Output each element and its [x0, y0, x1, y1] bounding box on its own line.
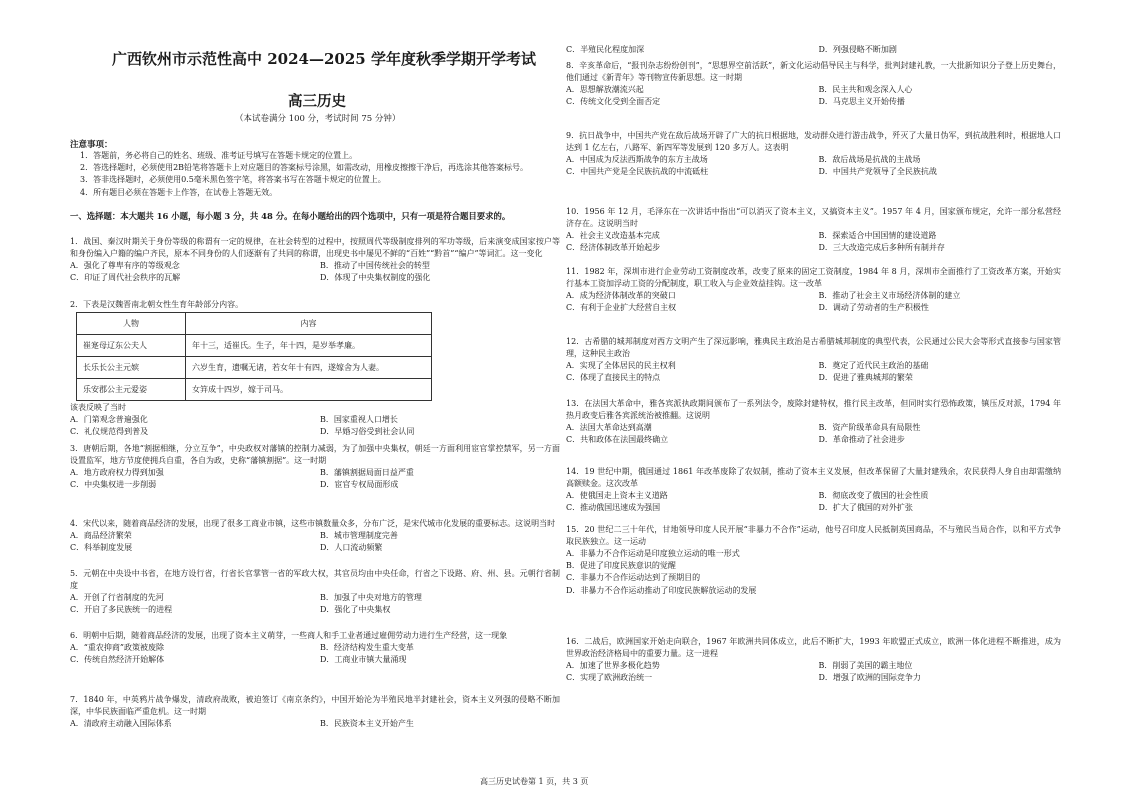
question-table: [76, 312, 432, 401]
option-c: C．中国共产党是全民族抗战的中流砥柱: [566, 167, 709, 177]
notice-item: 1．答题前，务必将自己的姓名、班级、准考证号填写在答题卡规定的位置上。: [80, 151, 358, 160]
option-b: B．彻底改变了俄国的社会性质: [818, 491, 929, 500]
question-6: [70, 630, 560, 666]
question-stem: 12．古希腊的城邦制度对西方文明产生了深远影响，雅典民主政治是古希腊城邦制度的典型代表，公民通过公民大会等形式直接参与国家管理，这种民主政治: [566, 337, 1061, 358]
option-d: D．工商业市镇大量涌现: [320, 655, 407, 665]
subject-title: 高三历史: [288, 93, 346, 110]
question-options: [566, 660, 1061, 684]
question-stem: 10．1956 年 12 月，毛泽东在一次讲话中指出“可以消灭了资本主义，又搞资本主义”。1957 年 4 月，国家颁布规定，允许一部分私营经济存在。这说明当时: [566, 207, 1061, 228]
question-stem: 5．元朝在中央设中书省，在地方设行省，行省长官掌管一省的军政大权，其官员均由中央任命，行省之下设路、府、州、县。元朝行省制度: [70, 569, 560, 590]
question-options: [566, 490, 1061, 514]
option-b: B．资产阶级革命具有局限性: [818, 423, 921, 432]
question-8: [566, 60, 1061, 108]
option-d: D．革命推动了社会进步: [818, 435, 905, 445]
question-stem: 3．唐朝后期，各地“割据相继，分立互争”，中央政权对藩镇的控制力减弱，为了加强中央集权，朝廷一方面利用宦官掌控禁军，另一方面设置监军，地方节度使拥兵自重，各自为政，史称“藩镇割据”。这一时期: [70, 444, 560, 465]
table-row: [77, 379, 432, 401]
option-a: A．中国成为反法西斯战争的东方主战场: [566, 155, 708, 164]
question-options: [70, 592, 560, 616]
option-a: A．“重农抑商”政策被废除: [70, 643, 164, 652]
question-14: [566, 466, 1061, 514]
option-a: A．商品经济繁荣: [70, 531, 132, 540]
option-d: D．强化了中央集权: [320, 605, 391, 615]
option-d: D．三大改造完成后多种所有制并存: [818, 243, 945, 253]
notice-item: 4．所有题目必须在答题卡上作答，在试卷上答题无效。: [80, 187, 278, 197]
question-stem: 7．1840 年，中英鸦片战争爆发，清政府战败，被迫签订《南京条约》，中国开始沦为半殖民地半封建社会，资本主义列强的侵略不断加深，中华民族面临严重危机。这一时期: [70, 695, 560, 716]
question-16: [566, 636, 1061, 684]
question-9: [566, 130, 1061, 178]
score-note: （本试卷满分 100 分，考试时间 75 分钟）: [235, 114, 401, 124]
question-options: [566, 44, 1061, 56]
option-a: A．门第观念普遍强化: [70, 415, 148, 424]
question-11: [566, 266, 1061, 314]
question-stem: 6．明朝中后期，随着商品经济的发展，出现了资本主义萌芽，一些商人和手工业者通过雇佣劳动力进行生产经营，这一现象: [70, 631, 508, 640]
question-13: [566, 398, 1061, 446]
option-d: D．宦官专权局面形成: [320, 480, 399, 490]
option-a: A．加速了世界多极化趋势: [566, 661, 660, 670]
option-c: C．实现了欧洲政治统一: [566, 673, 653, 683]
question-options: [70, 642, 560, 666]
exam-title: 广西钦州市示范性高中 2024—2025 学年度秋季学期开学考试: [112, 50, 536, 68]
question-options: [70, 530, 560, 554]
table-row: [77, 357, 432, 379]
table-cell: 乐安郡公主元爱姿: [77, 379, 186, 401]
question-7: [70, 694, 560, 730]
table-cell: 崔寔母辽东公夫人: [77, 335, 186, 357]
question-options: [566, 422, 1061, 446]
table-cell: 年十三，适崔氏。生子，年十四，是岁举孝廉。: [186, 335, 432, 357]
question-7-continued: [566, 44, 1061, 56]
option-b: B．加强了中央对地方的管理: [320, 593, 422, 602]
table-header-content: 内容: [186, 313, 432, 335]
notice-list: [70, 150, 560, 199]
table-cell: 六岁生育，遗嘱无诸，若女年十有四，遂嫁舍为人妻。: [186, 357, 432, 379]
option-b: B．奠定了近代民主政治的基础: [818, 361, 929, 370]
option-b: B．经济结构发生重大变革: [320, 643, 414, 652]
option-b: B．推动了中国传统社会的转型: [320, 261, 430, 270]
option-d: D．促进了雅典城邦的繁荣: [818, 373, 913, 383]
question-stem: 2．下表是汉魏晋南北朝女性生育年龄部分内容。: [70, 300, 244, 309]
section-heading: 一、选择题：本大题共 16 小题，每小题 3 分，共 48 分。在每小题给出的四个选项中，只有一项是符合题目要求的。: [70, 211, 511, 221]
question-options: [70, 467, 560, 491]
table-row: [77, 335, 432, 357]
table-cell: 女笄成十四岁，嫁于司马。: [186, 379, 432, 401]
option-a: A．清政府主动融入国际体系: [70, 719, 172, 728]
question-2: [70, 299, 560, 438]
option-b: B．国家重视人口增长: [320, 415, 398, 424]
option-b: B．藩镇割据局面日益严重: [320, 468, 414, 477]
option-d: D．调动了劳动者的生产积极性: [818, 303, 929, 313]
option-c: C．传统文化受到全面否定: [566, 97, 661, 107]
question-options: [566, 290, 1061, 314]
question-options: [70, 260, 560, 284]
option-b: B．推动了社会主义市场经济体制的建立: [818, 291, 961, 300]
question-10: [566, 206, 1061, 254]
option-c: C．非暴力不合作运动达到了预期目的: [566, 573, 701, 583]
option-c: C．有利于企业扩大经营自主权: [566, 303, 677, 313]
question-3: [70, 443, 560, 491]
notice-heading: 注意事项：: [70, 140, 113, 150]
option-b: B．削弱了美国的霸主地位: [818, 661, 913, 670]
option-d: D．早婚习俗受到社会认同: [320, 427, 415, 437]
option-b: B．促进了印度民族意识的觉醒: [566, 561, 676, 571]
option-d: D．增强了欧洲的国际竞争力: [818, 673, 921, 683]
question-12: [566, 336, 1061, 384]
question-options: [70, 718, 560, 730]
option-b: B．探索适合中国国情的建设道路: [818, 231, 937, 240]
option-a: A．实现了全体居民的民主权利: [566, 361, 676, 370]
question-options: [566, 230, 1061, 254]
question-stem: 8．辛亥革命后，“报刊杂志纷纷创刊”，“思想界空前活跃”，新文化运动倡导民主与科学，批判封建礼教，一大批新知识分子登上历史舞台，他们通过《新青年》等刊物宣传新思想。这一时期: [566, 61, 1061, 82]
option-c: C．中央集权进一步削弱: [70, 480, 157, 490]
option-c: C．共和政体在法国最终确立: [566, 435, 669, 445]
table-header-person: 人物: [77, 313, 186, 335]
question-1: [70, 236, 560, 284]
option-b: B．民主共和观念深入人心: [818, 85, 913, 94]
question-stem: 9．抗日战争中，中国共产党在敌后战场开辟了广大的抗日根据地，发动群众进行游击战争，歼灭了大量日伪军，到抗战胜利时，根据地人口达到 1 亿左右，八路军、新四军等发展到 120 多万人。这表明: [566, 131, 1061, 152]
question-stem: 14．19 世纪中期，俄国通过 1861 年改革废除了农奴制，推动了资本主义发展，但改革保留了大量封建残余，农民获得人身自由却需缴纳高额赎金。这次改革: [566, 467, 1061, 488]
option-a: A．思想解放潮流兴起: [566, 85, 644, 94]
option-a: A．强化了尊卑有序的等级观念: [70, 261, 180, 270]
question-stem: 4．宋代以来，随着商品经济的发展，出现了很多工商业市镇，这些市镇数量众多，分布广泛，是宋代城市化发展的重要标志。这说明当时: [70, 519, 556, 528]
option-c: C．推动俄国迅速成为强国: [566, 503, 661, 513]
option-b: B．民族资本主义开始产生: [320, 719, 414, 728]
question-options: [566, 84, 1061, 108]
option-a: A．使俄国走上资本主义道路: [566, 491, 668, 500]
option-d: D．体现了中央集权制度的强化: [320, 273, 431, 283]
option-d: D．非暴力不合作运动推动了印度民族解放运动的发展: [566, 585, 757, 595]
option-b: B．敌后战场是抗战的主战场: [818, 155, 921, 164]
question-options: [70, 414, 560, 438]
option-c: C．经济体制改革开始起步: [566, 243, 661, 253]
question-4: [70, 518, 560, 554]
question-stem: 13．在法国大革命中，雅各宾派执政期间颁布了一系列法令，废除封建特权，推行民主改革，但同时实行恐怖政策，镇压反对派，1794 年热月政变后雅各宾派统治被推翻。这说明: [566, 399, 1061, 420]
question-options: [566, 548, 1061, 597]
option-c: C．礼仪规范得到普及: [70, 427, 149, 437]
question-options: [566, 360, 1061, 384]
option-d: D．马克思主义开始传播: [818, 97, 905, 107]
option-b: B．城市管理制度完善: [320, 531, 398, 540]
option-c: C．科举制度发展: [70, 543, 133, 553]
option-c: C．印证了周代社会秩序的瓦解: [70, 273, 181, 283]
option-c: C．开启了多民族统一的进程: [70, 605, 173, 615]
option-d: D．人口流动频繁: [320, 543, 383, 553]
option-a: A．地方政府权力得到加强: [70, 468, 164, 477]
option-c: C．半殖民化程度加深: [566, 45, 645, 54]
option-a: A．法国大革命达到高潮: [566, 423, 652, 432]
question-stem: 11．1982 年，深圳市进行企业劳动工资制度改革，改变了原来的固定工资制度，1984 年 8 月，深圳市全面推行了工资改革方案，开始实行基本工资加浮动工资的分配制度，职工收入与企业效益挂钩。这一改革: [566, 267, 1061, 288]
option-c: C．传统自然经济开始解体: [70, 655, 165, 665]
option-a: A．社会主义改造基本完成: [566, 231, 660, 240]
question-stem: 15．20 世纪二三十年代，甘地领导印度人民开展“非暴力不合作”运动，他号召印度人民抵制英国商品，不与殖民当局合作，以和平方式争取民族独立。这一运动: [566, 525, 1061, 546]
option-d: D．列强侵略不断加剧: [818, 45, 897, 54]
question-stem: 16．二战后，欧洲国家开始走向联合，1967 年欧洲共同体成立，此后不断扩大，1993 年欧盟正式成立，欧洲一体化进程不断推进，成为世界政治经济格局中的重要力量。这一进程: [566, 637, 1061, 658]
question-options: [566, 154, 1061, 178]
table-cell: 长乐长公主元嫔: [77, 357, 186, 379]
page-footer: 高三历史试卷第 1 页，共 3 页: [480, 777, 589, 786]
question-5: [70, 568, 560, 616]
option-a: A．成为经济体制改革的突破口: [566, 291, 676, 300]
option-a: A．开创了行省制度的先河: [70, 593, 164, 602]
notice-item: 2．答选择题时，必须使用2B铅笔将答题卡上对应题目的答案标号涂黑，如需改动，用橡皮擦擦干净后，再选涂其他答案标号。: [80, 163, 529, 173]
notice-item: 3．答非选择题时，必须使用0.5毫米黑色签字笔，将答案书写在答题卡规定的位置上。: [80, 175, 386, 185]
option-d: D．中国共产党领导了全民族抗战: [818, 167, 937, 177]
option-c: C．体现了直接民主的特点: [566, 373, 661, 383]
option-d: D．扩大了俄国的对外扩张: [818, 503, 913, 513]
question-15: [566, 524, 1061, 597]
option-a: A．非暴力不合作运动是印度独立运动的唯一形式: [566, 549, 740, 558]
question-followup: 该表反映了当时: [70, 403, 126, 412]
question-stem: 1．战国、秦汉时期关于身份等级的称谓有一定的规律，在社会转型的过程中，按照周代等级制度排列的军功等级，后来演变成国家按户等和身份编入户籍的编户齐民，原本不同身份的人们逐渐有了共同的称谓，出现史书中屡见不鲜的“百姓”“黔首”“编户”等词汇。这一变化: [70, 237, 560, 258]
